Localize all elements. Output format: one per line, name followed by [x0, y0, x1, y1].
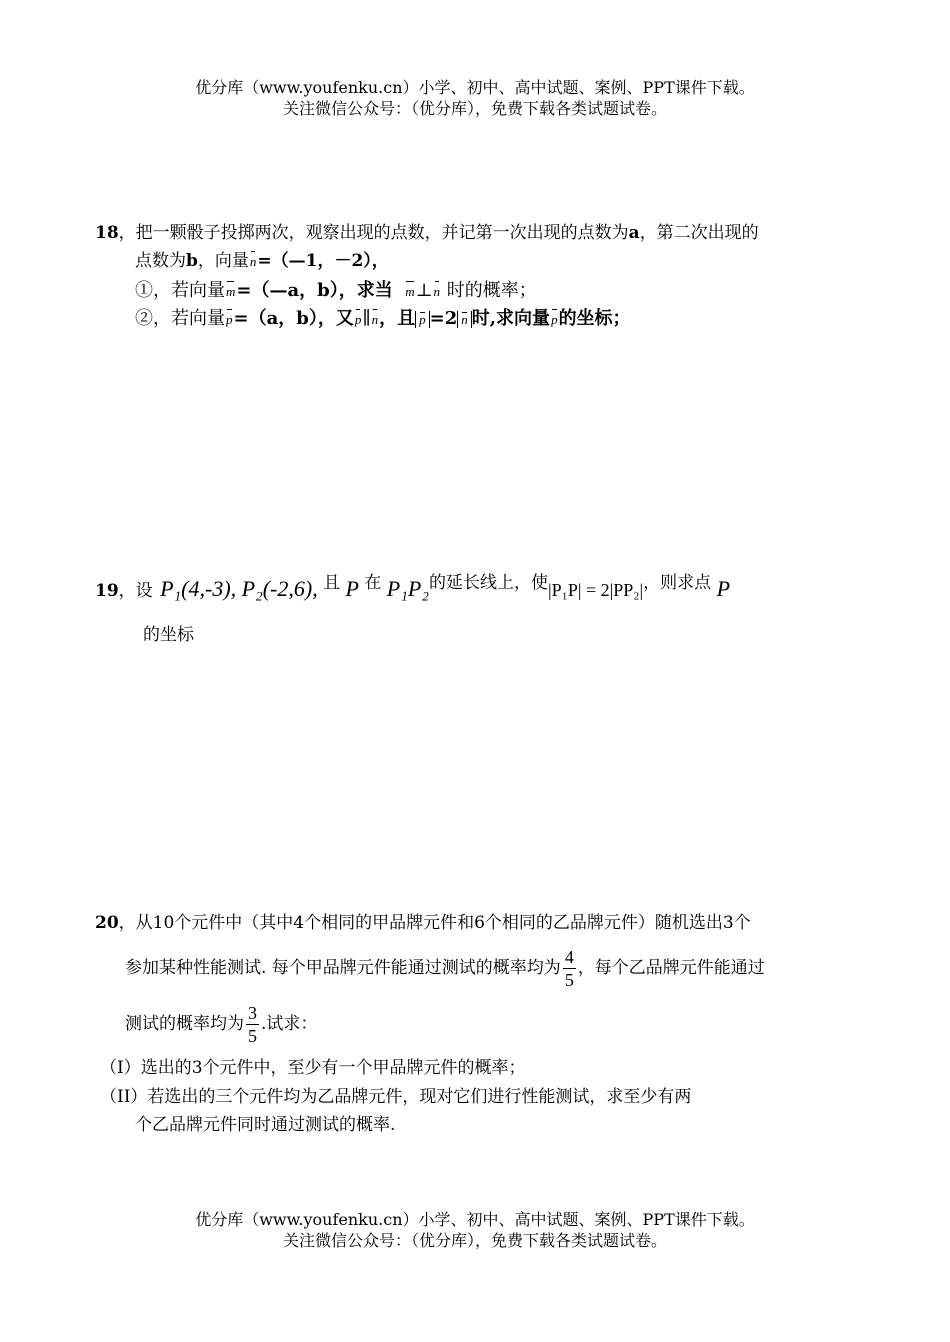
q19-line-2: 的坐标 [143, 625, 194, 645]
footer-line-1: 优分库（www.youfenku.cn）小学、初中、高中试题、案例、PPT课件下载。 [195, 1210, 755, 1229]
vector-p: p [225, 309, 234, 331]
point-p: P [345, 576, 359, 601]
q20-part-ii-line-2: 个乙品牌元件同时通过测试的概率. [135, 1115, 396, 1135]
points-expression: P₁(4,-3), P₂(-2,6), [160, 576, 318, 601]
q18-part-1: ①，若向量m=（—a，b），求当 m⊥n 时的概率； [135, 280, 537, 301]
header-line-1: 优分库（www.youfenku.cn）小学、初中、高中试题、案例、PPT课件下载。 [195, 78, 755, 97]
q19-number: 19 [95, 581, 119, 601]
q18-number: 18 [95, 223, 119, 243]
footer-line-2: 关注微信公众号：（优分库），免费下载各类试题试卷。 [282, 1231, 667, 1250]
q20-line-3: 测试的概率均为 $\frac{3}{5}$ .试求： [125, 1003, 318, 1046]
q20-part-ii-line-1: （II）若选出的三个元件均为乙品牌元件，现对它们进行性能测试，求至少有两 [100, 1087, 692, 1107]
vector-n: n [249, 251, 258, 273]
q20-line-1: 20，从10个元件中（其中4个相同的甲品牌元件和6个相同的乙品牌元件）随机选出3个 [95, 913, 751, 933]
q20-number: 20 [95, 913, 119, 933]
q18-line-1: 18，把一颗骰子投掷两次，观察出现的点数，并记第一次出现的点数为a，第二次出现的 [95, 223, 759, 243]
vector-m: m [225, 281, 236, 303]
q20-part-i: （I）选出的3个元件中，至少有一个甲品牌元件的概率； [100, 1058, 526, 1078]
q18-line-2: 点数为b，向量n=（—1，－2）， [135, 251, 389, 271]
parallel-symbol: ∥ [362, 308, 371, 329]
q20-line-2: 参加某种性能测试. 每个甲品牌元件能通过测试的概率均为 $\frac{4}{5}$ ，每个乙品牌元件能通过 [125, 947, 765, 990]
length-condition: |P₁P| = 2|PP₂| [547, 580, 644, 600]
abs-p: p [415, 311, 430, 328]
q18-part-2: ②，若向量p=（a，b），又p∥n，且 p =2 n 时,求向量p的坐标； [135, 308, 631, 329]
header-line-2: 关注微信公众号：（优分库），免费下载各类试题试卷。 [282, 99, 667, 118]
abs-n: n [457, 311, 472, 328]
fraction-4-5: $\frac{4}{5}$ [564, 947, 574, 990]
fraction-3-5: $\frac{3}{5}$ [248, 1003, 257, 1046]
q19-line-1: 19，设 P₁(4,-3), P₂(-2,6), 且 P 在 P₁P₂的延长线上，使|P₁P| = 2|PP₂|，则求点 P [95, 573, 731, 601]
perp-symbol: ⊥ [415, 280, 433, 301]
segment-p1p2: P₁P₂ [386, 576, 429, 601]
